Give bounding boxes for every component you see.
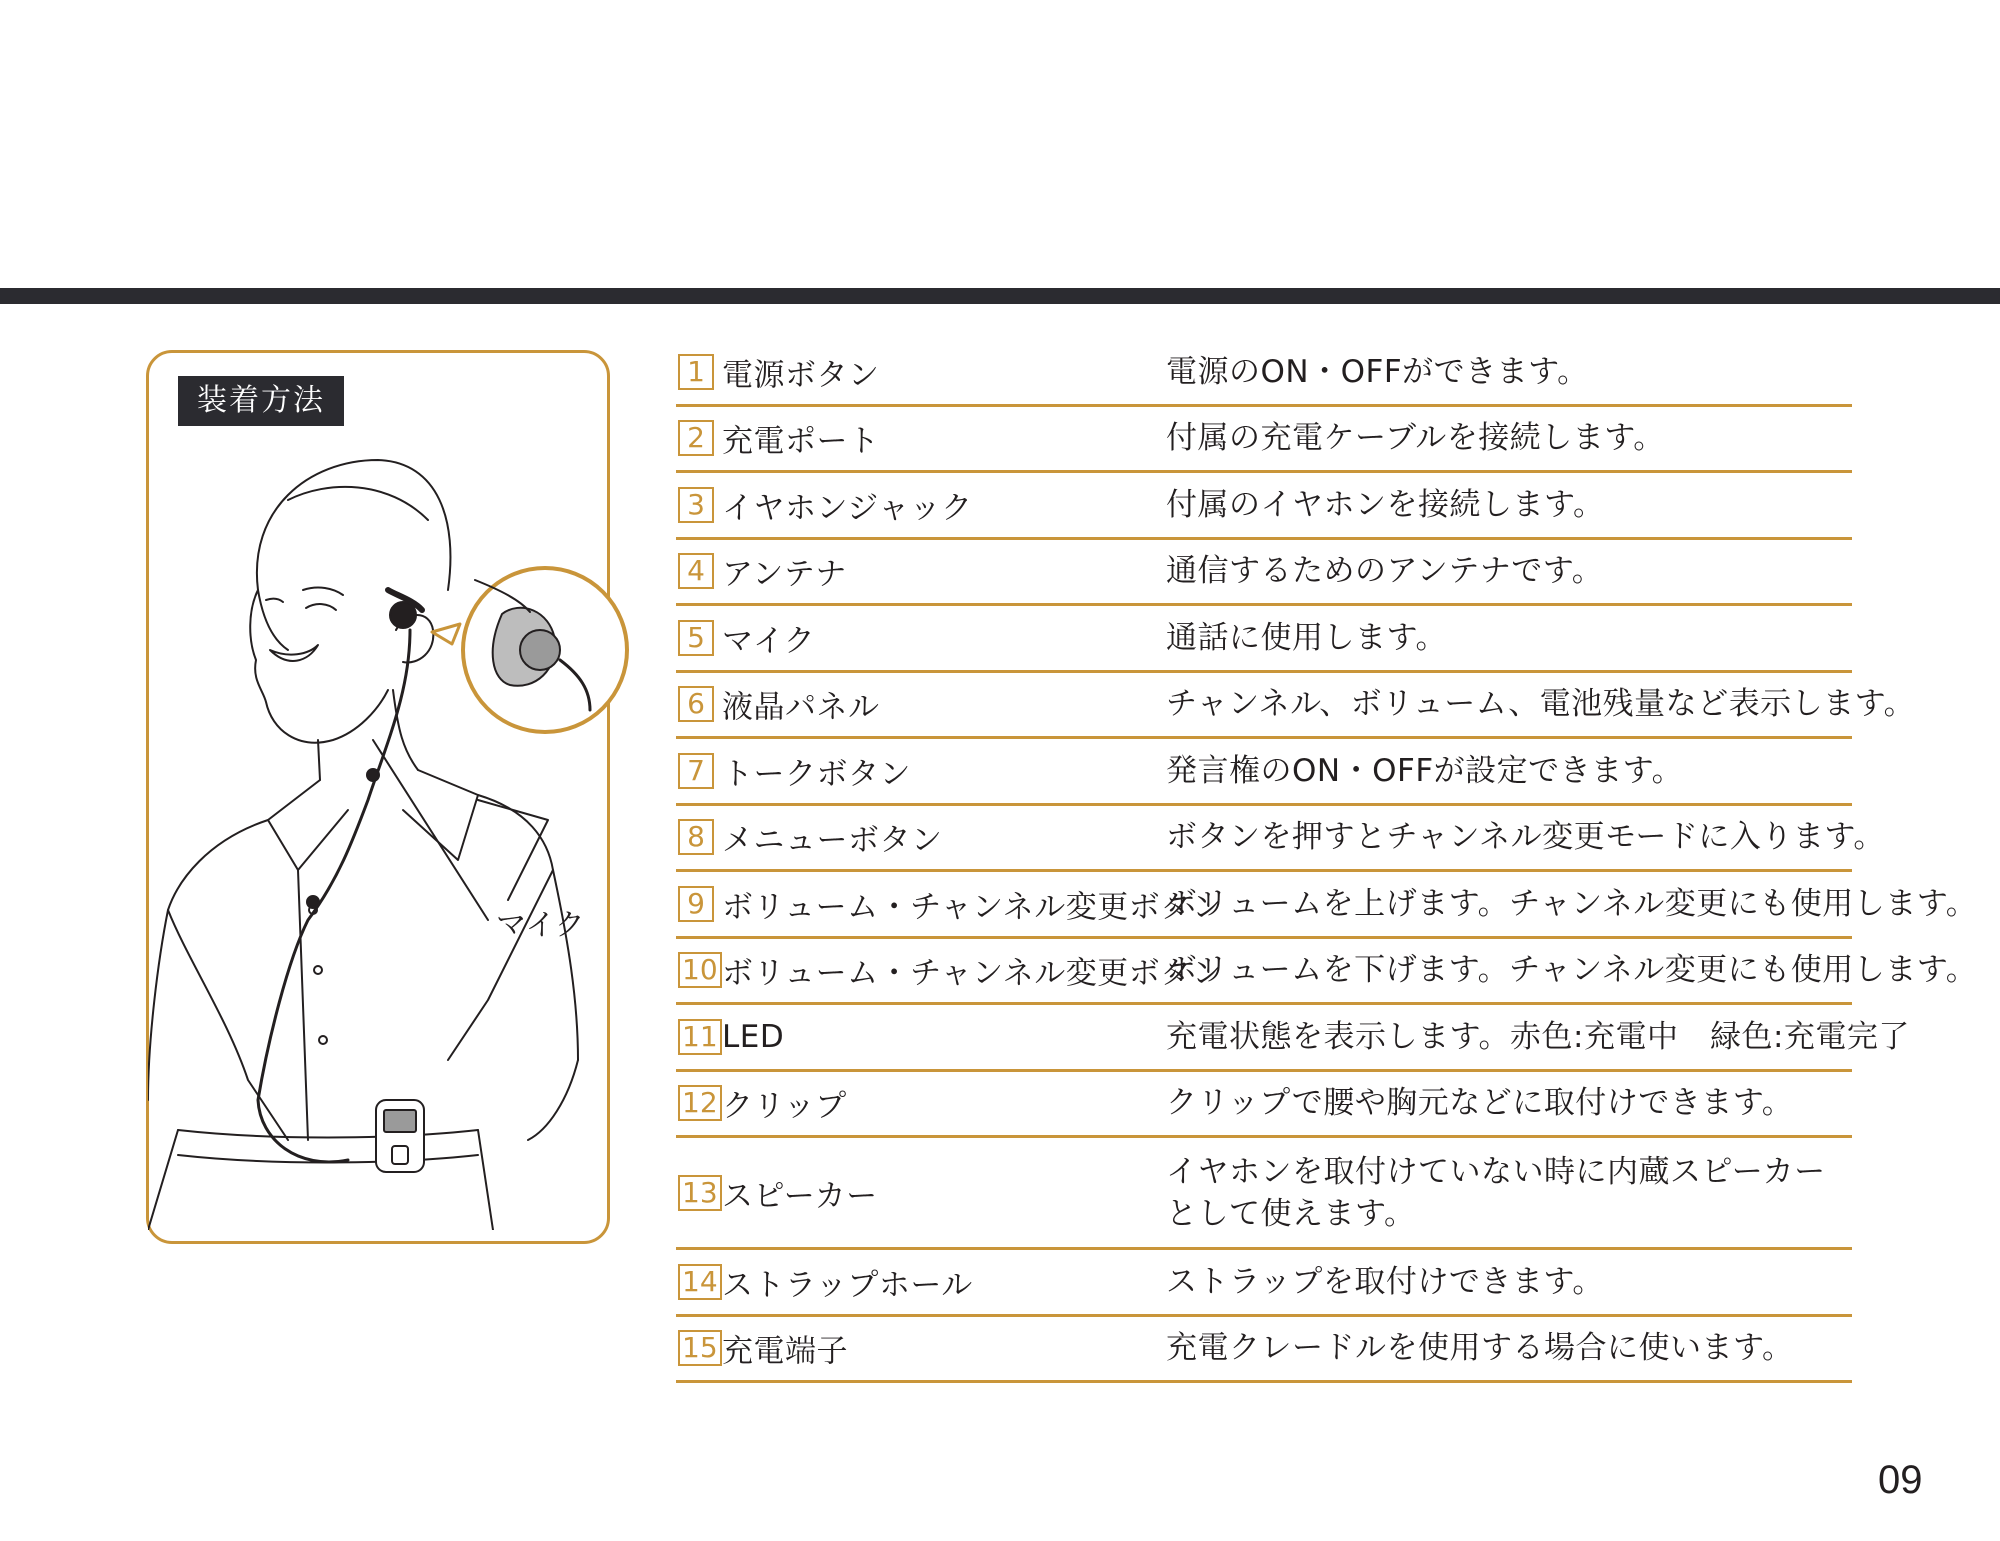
wearing-guide-title: 装着方法 <box>178 376 344 426</box>
item-number: 5 <box>678 620 714 656</box>
item-name: アンテナ <box>722 556 847 593</box>
list-item <box>676 1138 1852 1250</box>
list-item <box>676 473 1852 540</box>
list-item <box>676 939 1978 1006</box>
item-number: 14 <box>678 1264 722 1300</box>
item-description: 付属のイヤホンを接続します。 <box>1166 486 1605 523</box>
item-number: 6 <box>678 686 714 722</box>
list-item <box>676 407 1852 474</box>
wearing-illustration <box>148 440 608 1230</box>
item-number: 7 <box>678 753 714 789</box>
item-description: 充電状態を表示します。赤色:充電中 緑色:充電完了 <box>1166 1018 1910 1055</box>
item-description: チャンネル、ボリューム、電池残量など表示します。 <box>1166 686 1916 723</box>
item-name: 液晶パネル <box>722 689 880 726</box>
item-name: イヤホンジャック <box>722 490 973 527</box>
item-number: 13 <box>678 1175 722 1211</box>
page-number: 09 <box>1878 1458 1923 1502</box>
item-name: トークボタン <box>722 756 911 793</box>
item-number: 2 <box>678 420 714 456</box>
list-item <box>676 1317 1852 1384</box>
item-description: ボリュームを下げます。チャンネル変更にも使用します。 <box>1166 952 1978 989</box>
list-item <box>676 340 1852 407</box>
list-item <box>676 806 1885 873</box>
item-name: ストラップホール <box>722 1267 973 1304</box>
list-item <box>676 1005 1910 1072</box>
item-name: ボリューム・チャンネル変更ボタン <box>722 889 1224 926</box>
item-name: メニューボタン <box>722 822 943 859</box>
item-name: スピーカー <box>722 1178 878 1214</box>
item-description: 発言権のON・OFFが設定できます。 <box>1166 752 1684 789</box>
item-name: 充電ポート <box>722 423 880 460</box>
item-number: 11 <box>678 1019 722 1055</box>
item-name: マイク <box>722 623 816 660</box>
item-description: 通話に使用します。 <box>1166 619 1448 656</box>
item-description: イヤホンを取付けていない時に内蔵スピーカー として使えます。 <box>1166 1153 1826 1232</box>
item-number: 8 <box>678 819 714 855</box>
earpiece-callout <box>430 560 630 740</box>
item-number: 4 <box>678 553 714 589</box>
item-name: 電源ボタン <box>722 357 880 394</box>
item-name: 充電端子 <box>722 1333 848 1370</box>
item-description: 通信するためのアンテナです。 <box>1166 553 1604 590</box>
item-description: 電源のON・OFFができます。 <box>1166 353 1589 390</box>
item-number: 12 <box>678 1085 722 1121</box>
item-number: 3 <box>678 487 714 523</box>
item-number: 9 <box>678 886 714 922</box>
list-item <box>676 673 1916 740</box>
item-description: 付属の充電ケーブルを接続します。 <box>1166 420 1665 457</box>
parts-list <box>676 340 1978 1383</box>
item-description: 充電クレードルを使用する場合に使います。 <box>1166 1330 1794 1367</box>
list-item <box>676 540 1852 607</box>
list-item <box>676 606 1852 673</box>
item-name: LED <box>722 1018 785 1055</box>
list-item <box>676 1250 1852 1317</box>
list-item <box>676 739 1852 806</box>
item-number: 10 <box>678 952 722 988</box>
list-item <box>676 1072 1852 1139</box>
header-rule <box>0 288 2000 304</box>
item-number: 15 <box>678 1330 722 1366</box>
item-name: ボリューム・チャンネル変更ボタン <box>722 955 1224 992</box>
item-description: ストラップを取付けできます。 <box>1166 1263 1604 1300</box>
mic-label: マイク <box>496 908 585 943</box>
item-name: クリップ <box>722 1088 847 1125</box>
item-description: ボタンを押すとチャンネル変更モードに入ります。 <box>1166 819 1885 856</box>
item-description: ボリュームを上げます。チャンネル変更にも使用します。 <box>1166 885 1978 922</box>
list-item <box>676 872 1978 939</box>
item-number: 1 <box>678 354 714 390</box>
item-description: クリップで腰や胸元などに取付けできます。 <box>1166 1085 1794 1122</box>
